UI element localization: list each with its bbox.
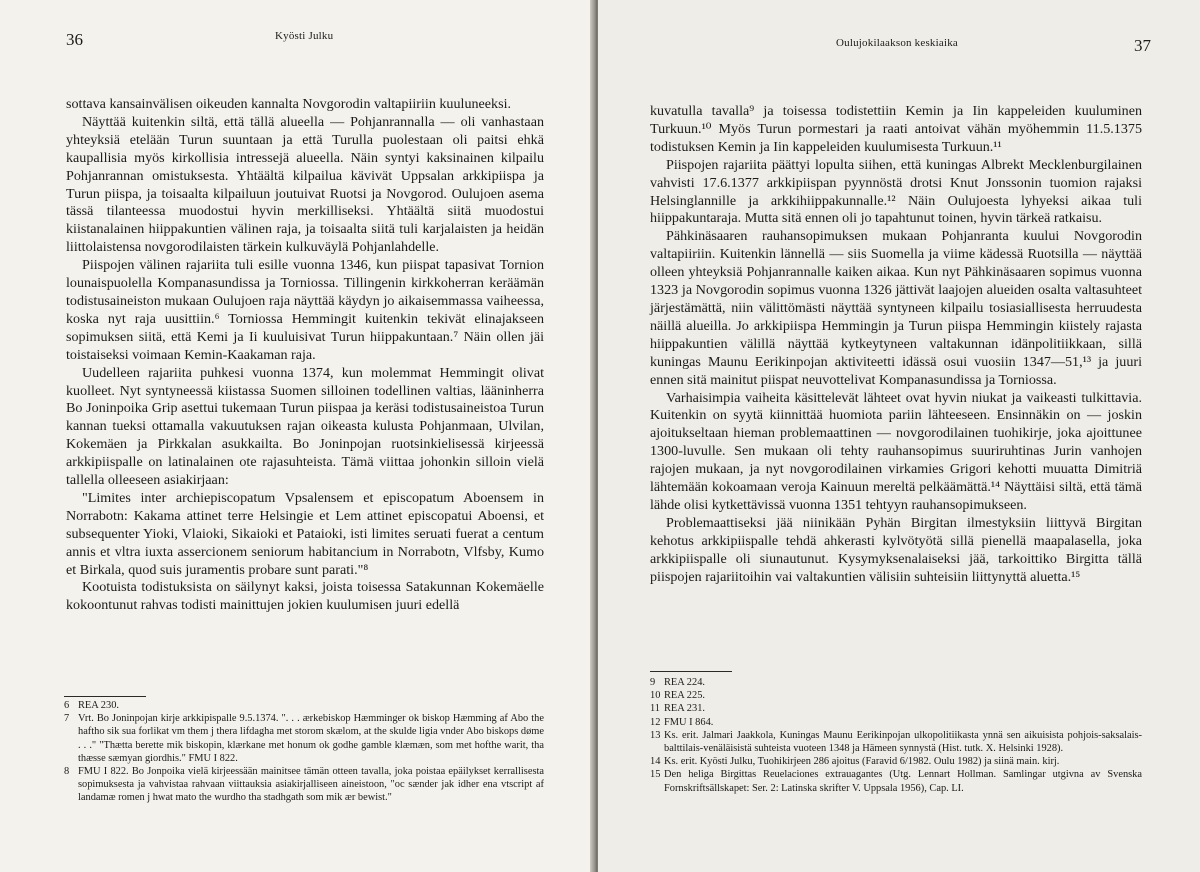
body-text bbox=[66, 96, 544, 615]
running-head-author: Kyösti Julku bbox=[275, 30, 334, 42]
footnote-divider bbox=[64, 696, 146, 697]
paragraph: Varhaisimpia vaiheita käsittelevät lähteet ovat hyvin niukat ja vaikeasti tulkittavia. Kuitenkin on syytä kiinnittää huomiota pariin lähteeseen. Ensinnäkin on — joskin ajoitukseltaan hieman problemaattinen — novgorodilainen tuohikirje, joka ajoittunee 1300-luvulle. Sen mukaan oli tehty rauhansopimus suuriruhtinas Jurin vanhojen rajojen mukaan, ja nyt novgorodilainen virkamies Grigori kehotti muuatta Dimitriä lähtemään kokoamaan veroja Kainuun mereltä pelkäämättä.¹⁴ Näyttäisi siltä, että tämä lähde olisi kytkettävissä vuonna 1351 tehtyyn rauhansopimukseen. bbox=[650, 389, 1142, 513]
footnote-number: 7 bbox=[64, 713, 70, 725]
footnotes bbox=[64, 699, 544, 805]
footnote bbox=[650, 729, 1142, 755]
footnote bbox=[650, 716, 1142, 729]
footnote bbox=[64, 712, 544, 765]
page-number: 37 bbox=[1134, 36, 1151, 55]
left-page bbox=[0, 0, 594, 872]
footnote-number: 9 bbox=[650, 677, 656, 688]
footnote bbox=[64, 699, 544, 712]
footnote-number: 8 bbox=[64, 766, 70, 778]
footnote-text: Vrt. Bo Joninpojan kirje arkkipispalle 9.5.1374. ". . . ærkebiskop Hæmminger ok biskop Hæmming af Abo the haftho sik sua forlikat vm them j thera lifdagha met storom skælom, at the skulde ligia vnder Abo biskops døme . . ." "Thætta berette mik biskopin, klærkane met honum ok godhe gamble klæmæn, som met hofthe warit, tha thæsse sæmyan giordhis." FMU I 822. bbox=[78, 713, 544, 764]
paragraph: Uudelleen rajariita puhkesi vuonna 1374, kun molemmat Hemmingit olivat kuolleet. Nyt syntyneessä kiistassa Suomen silloinen todellinen valtias, lääninherra Bo Joninpoika Grip asettui tukemaan Turun piispaa ja keräsi todistusaineistoa Turun kannan tueksi ottamalla vakuutuksen rajan oikeasta kulusta Pohjanmaan, Ulvilan, Kokemäen ja Pirkkalan asukkailta. Bo Joninpojan ruotsinkielisessä kirjeessä arkkipiispalle on latinalainen ote rajasuhteista. Tämä viittaa johonkin silloin vielä tallella olleeseen asiakirjaan: bbox=[66, 364, 544, 489]
footnote bbox=[650, 689, 1142, 702]
footnote bbox=[650, 768, 1142, 794]
page-number: 36 bbox=[66, 30, 83, 49]
paragraph: kuvatulla tavalla⁹ ja toisessa todistettiin Kemin ja Iin kappeleiden kuuluminen Turkuun.¹⁰ Myös Turun pormestari ja raati antoivat vähän myöhemmin 11.5.1375 todistuksen Kemin ja Iin kappeleiden kuulumisesta Turkuun.¹¹ bbox=[650, 103, 1142, 155]
paragraph: Piispojen rajariita päättyi lopulta siihen, että kuningas Albrekt Mecklenburgilainen vahvisti 17.6.1377 arkkipiispan pyynnöstä drotsi Knut Jonssonin tuomion rajaksi Helsinglannille ja arkkihiippakunnalle.¹² Näin Oulujoesta lyhyeksi aikaa tuli hiippakuntaraja. Mutta sitä ennen oli jo tapahtunut toinen, hyvin tärkeä ratkaisu. bbox=[650, 156, 1142, 227]
footnote-number: 15 bbox=[650, 769, 661, 781]
footnote-text: REA 230. bbox=[78, 700, 119, 711]
footnotes bbox=[650, 676, 1142, 795]
footnote-text: FMU I 864. bbox=[664, 716, 714, 728]
block-quote: "Limites inter archiepiscopatum Vpsalensem et episcopatum Aboensem in Norrabotn: Kakama attinet terre Helsingie et Lem attinet episcopatui Aboensi, et subsequenter Yioki, Vlaioki, Sikaioki et Pataioki, isti limites seruati fuerat a centum annis et vltra iuxta assercionem seniorum habitancium in Norrabotn, Vlfsby, Kumo et Birkala, quod suis juramentis probare sunt parati."⁸ bbox=[66, 489, 544, 578]
body-text bbox=[650, 103, 1142, 586]
footnote-number: 11 bbox=[650, 703, 661, 715]
footnote bbox=[64, 765, 544, 805]
footnote bbox=[650, 702, 1142, 715]
footnote-text: Ks. erit. Jalmari Jaakkola, Kuningas Maunu Eerikinpojan ulkopolitiikasta ynnä sen aikuisista pohjois-saksalais-balttilais-venäläisistä suhteista vuoteen 1348 ja Hämeen synnystä (Hist. tutk. X. Helsinki 1928). bbox=[664, 729, 1142, 755]
paragraph: Problemaattiseksi jää niinikään Pyhän Birgitan ilmestyksiin liittyvä Birgitan kehotus arkkipiispalle tehdä ahkerasti kylvötyötä sillä pienellä maapalasella, joka arkkipiispalle oli siunautunut. Kysymyksenalaiseksi jää, tarkoittiko Birgitta tällä piispojen rajariitoihin vai valtakuntien välisiin suhteisiin liittynyttä aluetta.¹⁵ bbox=[650, 514, 1142, 585]
paragraph: Kootuista todistuksista on säilynyt kaksi, joista toisessa Satakunnan Kokemäelle kokoontunut rahvas todisti mainittujen jokien kuulumisen juuri edellä bbox=[66, 579, 544, 614]
footnote-text: REA 224. bbox=[664, 677, 705, 688]
footnote-text: Ks. erit. Kyösti Julku, Tuohikirjeen 286 ajoitus (Faravid 6/1982. Oulu 1982) ja siinä main. kirj. bbox=[664, 756, 1060, 768]
footnote-text: FMU I 822. Bo Jonpoika vielä kirjeessään mainitsee tämän otteen tavalla, joka poistaa epäilykset kerrallisesta sopimuksesta ja vahvistaa rahvaan viittauksia asiakirjalliseen aineistoon, "oc sænder jak idher ena vtscript af landamæ romen j hwat mato the wurdho tha stadhgath som mik ær bewist." bbox=[78, 766, 544, 804]
footnote-divider bbox=[650, 671, 732, 672]
footnote-text: REA 231. bbox=[664, 703, 705, 715]
footnote-number: 10 bbox=[650, 690, 661, 702]
paragraph: Näyttää kuitenkin siltä, että tällä alueella — Pohjanrannalla — oli vanhastaan yhteyksiä etelään Turun suuntaan ja että Turulla puolestaan oli paitsi ehkä kaupallisia myös kirkollisia intressejä alueella. Näin syntyi kaksinainen kilpailu Pohjanrannan omistuksesta. Yhtäältä kilpailua kävivät Uppsalan arkkipiispa ja Turun piispa, ja toisaalta kilpailuun joutuivat Ruotsi ja Novgorod. Oulujoen asema tässä tilanteessa muodostui hyvin merkilliseksi. Yhtäältä siitä muodostui kiistanalainen hiippakuntien välinen raja, ja toisaalta siitä tuli karjalaisten ja heidän liittolaistensa novgorodilaisten tärkein kulkuväylä Pohjanlahdelle. bbox=[66, 113, 544, 256]
paragraph: Pähkinäsaaren rauhansopimuksen mukaan Pohjanranta kuului Novgorodin valtapiiriin. Kuitenkin lännellä — siis Suomella ja viime kädessä Ruotsilla — näyttää olleen yhteyksiä Pohjanrannalle kaiken aikaa. Kun nyt Pähkinäsaaren sopimus vuonna 1323 ja Novgorodin sopimus vuonna 1326 jättivät laajojen alueiden osalta valtasuhteet järjestämättä, niin välittömästi näyttää syntyneen kilpailu tosiasiallisesta herruudesta näillä alueilla. Jo arkkipiispa Hemmingin ja Turun piispa Hemmingin kiistely rajasta hiippakuntien välillä näyttää kytkeytyneen valtakunnan idänpolitiikkaan, sillä kuningas Maunu Eerikinpojan aktiviteetti idässä osui vuosiin 1347—51,¹³ ja juuri ennen sitä mainitut piispat neuvottelivat Kompanasundissa ja Torniossa. bbox=[650, 228, 1142, 388]
footnote-text: Den heliga Birgittas Reuelaciones extrauagantes (Utg. Lennart Hollman. Samlingar utgivna av Svenska Fornskriftsällskapet: Ser. 2: Latinska skrifter V. Uppsala 1956), Cap. LI. bbox=[664, 769, 1142, 794]
paragraph: Piispojen välinen rajariita tuli esille vuonna 1346, kun piispat tapasivat Tornion lounaispuolella Kompanasundissa ja Torniossa. Tillingenin kirkkoherran keräämän todistusaineiston mukaan Oulujoen raja näyttää käydyn jo aikaisemmassa vaiheessa, koska nyt raja uusittiin.⁶ Torniossa Hemmingit kuitenkin tekivät elinajakseen sopimuksen siitä, että Kemi ja Ii kuuluisivat Turun hiippakuntaan.⁷ Näin ollen jäi toistaiseksi voimaan Kemin-Kaakaman raja. bbox=[66, 257, 544, 363]
running-head-title: Oulujokilaakson keskiaika bbox=[836, 37, 959, 49]
footnote bbox=[650, 676, 1142, 689]
footnote-number: 14 bbox=[650, 756, 661, 768]
footnote-text: REA 225. bbox=[664, 690, 705, 702]
footnote bbox=[650, 755, 1142, 768]
footnote-number: 12 bbox=[650, 716, 661, 728]
paragraph: sottava kansainvälisen oikeuden kannalta Novgorodin valtapiiriin kuuluneeksi. bbox=[66, 96, 512, 112]
footnote-number: 6 bbox=[64, 700, 70, 711]
footnote-number: 13 bbox=[650, 729, 661, 741]
right-page bbox=[598, 0, 1200, 872]
